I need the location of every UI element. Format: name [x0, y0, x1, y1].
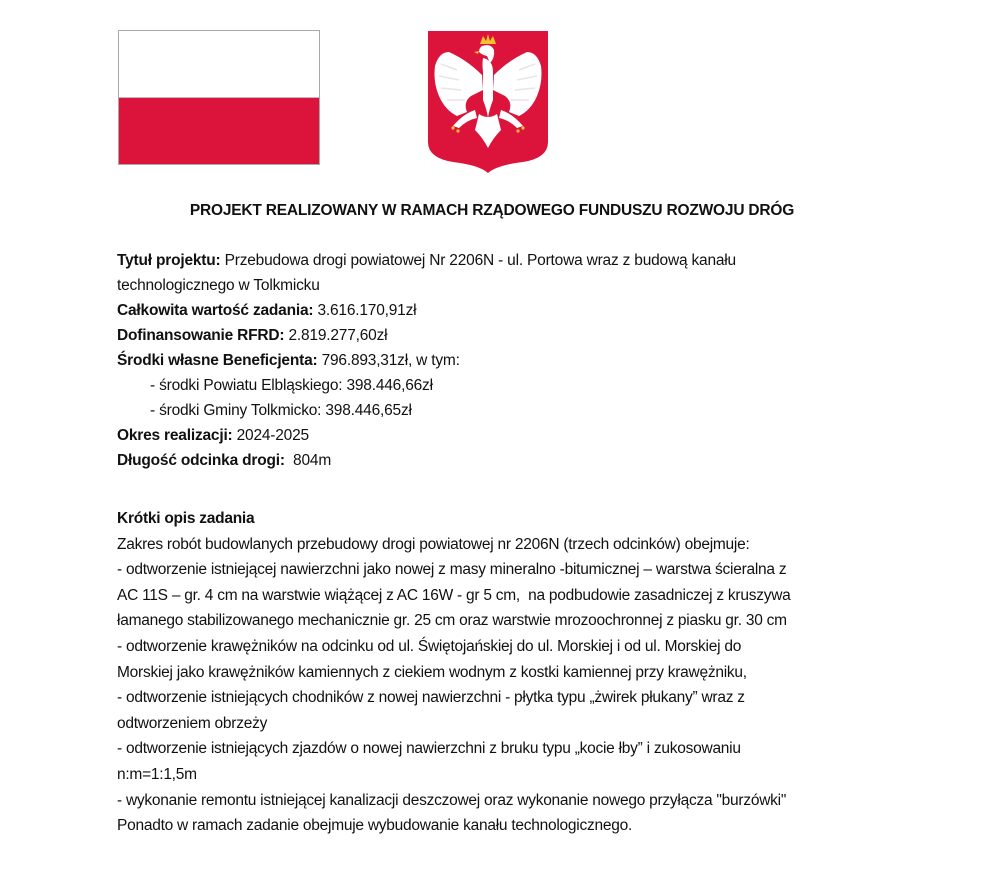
own-funds-value: 796.893,31zł, w tym:	[317, 352, 460, 369]
description-line: łamanego stabilizowanego mechanicznie gr. 25 cm oraz warstwie mrozoochronnej z piasku gr. 30 cm	[117, 612, 787, 630]
road-length-value: 804m	[284, 452, 332, 469]
flag-white-stripe	[119, 31, 319, 98]
description-line: Ponadto w ramach zadanie obejmuje wybudowanie kanału technologicznego.	[117, 817, 633, 835]
description-line: - odtworzenie krawężników na odcinku od ul. Świętojańskiej do ul. Morskiej i od ul. Morskiej do	[117, 637, 742, 655]
description-line: - wykonanie remontu istniejącej kanalizacji deszczowej oraz wykonanie nowego przyłącza "burzówki"	[117, 791, 787, 809]
description-line: Zakres robót budowlanych przebudowy drogi powiatowej nr 2206N (trzech odcinków) obejmuje:	[117, 535, 750, 553]
project-title-label: Tytuł projektu:	[117, 252, 221, 269]
period-label: Okres realizacji:	[117, 427, 233, 444]
description-line: - odtworzenie istniejących zjazdów o nowej nawierzchni z bruku typu „kocie łby” i zukosowaniu	[117, 740, 741, 758]
project-title-value: Przebudowa drogi powiatowej Nr 2206N - ul. Portowa wraz z budową kanału	[220, 252, 736, 269]
project-title-continuation: technologicznego w Tolkmicku	[117, 277, 320, 294]
period-value: 2024-2025	[232, 427, 309, 444]
eagle-emblem-icon	[427, 30, 549, 173]
road-length-label: Długość odcinka drogi:	[117, 452, 285, 469]
polish-flag-icon	[118, 30, 320, 165]
rfrd-funding-row	[117, 323, 897, 348]
description-line: Morskiej jako krawężników kamiennych z ciekiem wodnym z kostki kamiennej przy krawężniku,	[117, 663, 747, 681]
description-line: n:m=1:1,5m	[117, 765, 197, 783]
total-value-row	[117, 298, 897, 323]
total-value-label: Całkowita wartość zadania:	[117, 302, 314, 319]
page-heading: PROJEKT REALIZOWANY W RAMACH RZĄDOWEGO FUNDUSZU ROZWOJU DRÓG	[189, 202, 795, 219]
coat-of-arms-icon	[427, 30, 549, 173]
road-length-row	[117, 448, 897, 473]
own-funds-county: - środki Powiatu Elbląskiego: 398.446,66zł	[150, 377, 433, 394]
description-line: odtworzeniem obrzeży	[117, 714, 268, 732]
project-info	[117, 248, 897, 473]
rfrd-funding-label: Dofinansowanie RFRD:	[117, 327, 285, 344]
flag-red-stripe	[119, 98, 319, 165]
description-line: - odtworzenie istniejącej nawierzchni jako nowej z masy mineralno -bitumicznej – warstwa ścieralna z	[117, 561, 787, 579]
task-description	[117, 506, 897, 839]
own-funds-municipality: - środki Gminy Tolkmicko: 398.446,65zł	[150, 402, 412, 419]
own-funds-label: Środki własne Beneficjenta:	[117, 352, 318, 369]
own-funds-row	[117, 348, 897, 373]
period-row	[117, 423, 897, 448]
rfrd-funding-value: 2.819.277,60zł	[284, 327, 388, 344]
project-title-row	[117, 248, 897, 273]
description-title: Krótki opis zadania	[117, 510, 255, 527]
description-line: AC 11S – gr. 4 cm na warstwie wiążącej z AC 16W - gr 5 cm, na podbudowie zasadniczej z kruszywa	[117, 586, 791, 604]
description-line: - odtworzenie istniejących chodników z nowej nawierzchni - płytka typu „żwirek płukany” wraz z	[117, 689, 745, 707]
total-value: 3.616.170,91zł	[313, 302, 417, 319]
